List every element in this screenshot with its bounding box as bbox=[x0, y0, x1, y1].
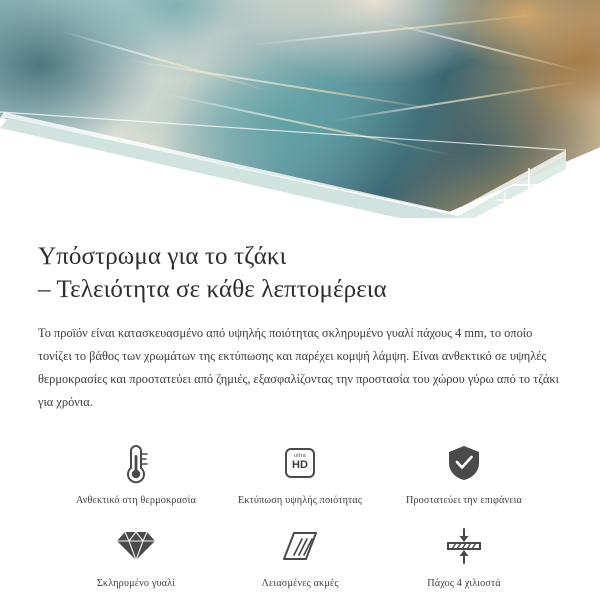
marble-glass-artwork bbox=[0, 0, 600, 212]
feature-item-polished-edges bbox=[218, 519, 382, 596]
feature-item-surface-protection bbox=[382, 436, 546, 513]
description-paragraph: Το προϊόν είναι κατασκευασμένο από υψηλής ποιότητας σκληρυμένο γυαλί πάχους 4 mm, το οποίο τονίζει το βάθος των χρωμάτων της εκτύπωσης και παρέχει κομψή λάμψη. Είναι ανθεκτικό σε υψηλές θερμοκρασίες και προστατεύει από ζημιές, εξασφαλίζοντας την προστασία του χώρου γύρω από το τζάκι για χρόνια. bbox=[38, 326, 559, 409]
badge-top-text: ultra bbox=[294, 453, 306, 460]
sparkle-icon bbox=[540, 186, 562, 208]
hero-image bbox=[0, 0, 600, 218]
feature-label: Ανθεκτικό στη θερμοκρασία bbox=[75, 494, 196, 506]
shield-check-icon bbox=[446, 440, 482, 486]
feature-label: Πάχος 4 χιλιοστά bbox=[427, 578, 501, 589]
feature-label: Εκτύπωση υψηλής ποιότητας bbox=[238, 494, 362, 506]
sparkle-icon bbox=[497, 192, 513, 208]
headline-line-2: – Τελειότητα σε κάθε λεπτομέρεια bbox=[38, 276, 387, 303]
diamond-icon bbox=[115, 523, 157, 569]
headline-line-1: Υπόστρωμα για το τζάκι bbox=[38, 243, 287, 270]
content-area bbox=[0, 218, 600, 596]
feature-label: Προστατεύει την επιφάνεια bbox=[405, 494, 523, 506]
thickness-arrows-icon bbox=[443, 523, 485, 569]
feature-label: Λειασμένες ακμές bbox=[261, 578, 339, 589]
page-title bbox=[38, 240, 562, 306]
feature-item-temperature-resistant bbox=[54, 436, 218, 513]
thermometer-icon bbox=[121, 440, 151, 486]
ultra-hd-badge-icon bbox=[285, 440, 315, 486]
feature-item-thickness bbox=[382, 519, 546, 596]
polished-edges-icon bbox=[280, 523, 320, 569]
feature-item-tempered-glass bbox=[54, 519, 218, 596]
feature-grid bbox=[38, 436, 562, 597]
badge-bottom-text: HD bbox=[292, 459, 308, 472]
feature-label: Σκληρυμένο γυαλί bbox=[96, 578, 176, 589]
feature-item-print-quality bbox=[218, 436, 382, 513]
